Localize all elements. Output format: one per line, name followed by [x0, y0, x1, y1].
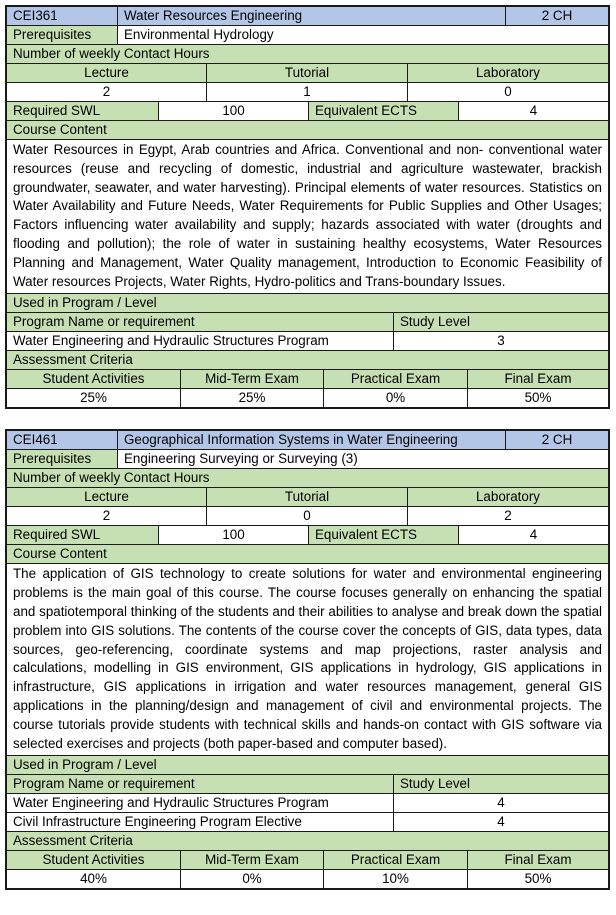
course-content-row: [7, 139, 608, 293]
credit-hours: 2 CH: [505, 431, 608, 449]
mid-term-exam-value: 25%: [180, 389, 323, 407]
contact-hours-section-label: Number of weekly Contact Hours: [7, 469, 608, 487]
tutorial-column-header: Tutorial: [206, 64, 407, 82]
lecture-column-header: Lecture: [7, 64, 206, 82]
final-exam-header: Final Exam: [467, 370, 608, 388]
program-name: Water Engineering and Hydraulic Structures Program: [13, 333, 329, 349]
lecture-hours-value: 2: [102, 84, 111, 99]
course-content-label-row: [7, 544, 608, 563]
program-name: Civil Infrastructure Engineering Program Elective: [13, 814, 302, 830]
student-activities-header: Student Activities: [7, 370, 180, 388]
prerequisites-value: Environmental Hydrology: [117, 26, 608, 44]
used-in-program-label: Used in Program / Level: [7, 294, 608, 312]
program-name-column-header: Program Name or requirement: [7, 775, 393, 793]
tutorial-hours-value: 1: [206, 83, 407, 101]
course-content-text: Water Resources in Egypt, Arab countries and Africa. Conventional and non- conventional water resources (reuse and recycling of domestic, industrial and agriculture wastewater, brackish groundwater, seawater, and water harvesting). Principal elements of water resources. Statistics on Water Availability and Future Needs, Water Requirements for Public Supplies and Other Usages; Factors influencing water availability and supply; hazards associated with water (droughts and flooding and pollution); the role of water in sustaining healthy ecosystems, Water Resources Planning and Management, Water Quality management, Introduction to Economic Feasibility of Water resources Projects, Water Rights, Hydro-politics and Trans-boundary Issues.: [13, 142, 602, 289]
study-level-column-header: Study Level: [393, 775, 608, 793]
final-exam-value: 50%: [467, 870, 608, 888]
practical-exam-header: Practical Exam: [323, 370, 467, 388]
mid-term-exam-header: Mid-Term Exam: [180, 851, 323, 869]
equivalent-ects-label: Equivalent ECTS: [308, 526, 458, 544]
prerequisites-value: Engineering Surveying or Surveying (3): [117, 450, 608, 468]
assessment-criteria-row: [7, 831, 608, 850]
assessment-values-row: [7, 869, 608, 888]
study-level-value: 3: [393, 332, 608, 350]
equivalent-ects-label: Equivalent ECTS: [308, 102, 458, 120]
assessment-criteria-row: [7, 350, 608, 369]
program-header-row: [7, 312, 608, 331]
required-swl-label: Required SWL: [7, 526, 158, 544]
program-row: [7, 812, 608, 831]
student-activities-value: 25%: [80, 390, 107, 406]
swl-ects-row: [7, 525, 608, 544]
contact-hours-section-label: Number of weekly Contact Hours: [7, 45, 608, 63]
laboratory-hours-value: 2: [407, 507, 608, 525]
course-header-row: [7, 431, 608, 449]
practical-exam-value: 10%: [323, 870, 467, 888]
equivalent-ects-value: 4: [458, 526, 608, 544]
program-row: [7, 793, 608, 812]
study-level-column-header: Study Level: [393, 313, 608, 331]
prerequisites-row: [7, 449, 608, 468]
program-name-column-header: Program Name or requirement: [7, 313, 393, 331]
contact-hours-section-row: [7, 468, 608, 487]
course-title: Water Resources Engineering: [117, 7, 505, 25]
course-table-cei461: [5, 429, 610, 890]
assessment-values-row: [7, 388, 608, 407]
used-in-program-row: [7, 293, 608, 312]
course-content-label-row: [7, 120, 608, 139]
student-activities-value: 40%: [80, 871, 107, 887]
lecture-hours-value: 2: [102, 508, 111, 524]
assessment-criteria-label: Assessment Criteria: [7, 351, 608, 369]
final-exam-header: Final Exam: [467, 851, 608, 869]
course-header-row: [7, 7, 608, 25]
used-in-program-label: Used in Program / Level: [7, 756, 608, 774]
assessment-header-row: [7, 850, 608, 869]
student-activities-header: Student Activities: [7, 851, 180, 869]
laboratory-hours-value: 0: [407, 83, 608, 101]
study-level-value: 4: [393, 794, 608, 812]
mid-term-exam-value: 0%: [180, 870, 323, 888]
swl-ects-row: [7, 101, 608, 120]
assessment-header-row: [7, 369, 608, 388]
course-title: Geographical Information Systems in Water Engineering: [117, 431, 505, 449]
tutorial-column-header: Tutorial: [206, 488, 407, 506]
course-content-label: Course Content: [7, 121, 608, 139]
program-row: [7, 331, 608, 350]
program-name: Water Engineering and Hydraulic Structures Program: [13, 795, 329, 811]
tutorial-hours-value: 0: [206, 507, 407, 525]
prerequisites-label: Prerequisites: [7, 450, 117, 468]
contact-hours-values-row: [7, 506, 608, 525]
prerequisites-row: [7, 25, 608, 44]
lecture-column-header: Lecture: [7, 488, 206, 506]
course-content-row: [7, 563, 608, 755]
used-in-program-row: [7, 755, 608, 774]
assessment-criteria-label: Assessment Criteria: [7, 832, 608, 850]
laboratory-column-header: Laboratory: [407, 488, 608, 506]
prerequisites-label: Prerequisites: [7, 26, 117, 44]
contact-hours-section-row: [7, 44, 608, 63]
course-table-cei361: [5, 5, 610, 409]
required-swl-value: 100: [158, 102, 308, 120]
program-header-row: [7, 774, 608, 793]
study-level-value: 4: [393, 813, 608, 831]
course-content-label: Course Content: [7, 545, 608, 563]
final-exam-value: 50%: [467, 389, 608, 407]
mid-term-exam-header: Mid-Term Exam: [180, 370, 323, 388]
laboratory-column-header: Laboratory: [407, 64, 608, 82]
practical-exam-header: Practical Exam: [323, 851, 467, 869]
credit-hours: 2 CH: [505, 7, 608, 25]
required-swl-label: Required SWL: [7, 102, 158, 120]
contact-hours-header-row: [7, 487, 608, 506]
course-code: CEI361: [7, 7, 117, 25]
practical-exam-value: 0%: [323, 389, 467, 407]
contact-hours-header-row: [7, 63, 608, 82]
course-code: CEI461: [7, 431, 117, 449]
contact-hours-values-row: [7, 82, 608, 101]
course-content-text: The application of GIS technology to create solutions for water and environmental engineering problems is the main goal of this course. The course focuses generally on enhancing the spatial and spatiotemporal thinking of the students and their abilities to analyse and break down the spatial problem into GIS solutions. The contents of the course cover the concepts of GIS, data types, data sources, geo-referencing, coordinate systems and map projections, raster analysis and calculations, modelling in GIS environment, GIS applications in hydrology, GIS applications in infrastructure, GIS applications in irrigation and water resources management, general GIS applications in the planning/design and management of civil and environmental projects. The course tutorials provide students with technical skills and hands-on contact with GIS software via selected exercises and projects (both paper-based and computer based).: [13, 566, 602, 751]
required-swl-value: 100: [158, 526, 308, 544]
equivalent-ects-value: 4: [458, 102, 608, 120]
